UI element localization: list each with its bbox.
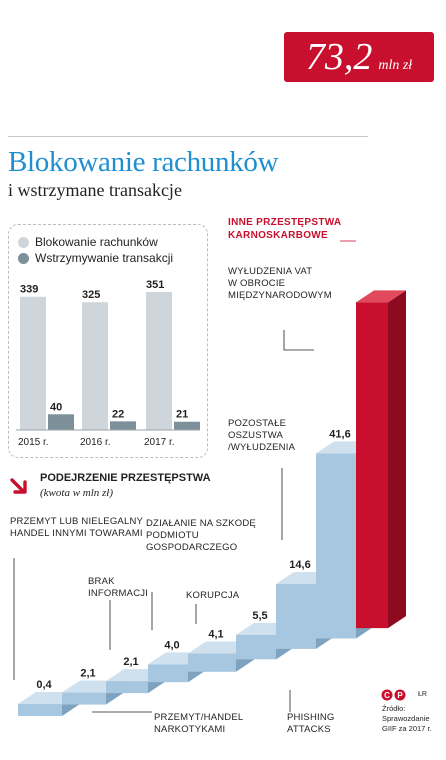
page-subtitle: i wstrzymane transakcje bbox=[8, 180, 182, 200]
bar-front-5 bbox=[236, 635, 276, 659]
category-label-1: 2016 r. bbox=[80, 437, 111, 448]
category-label-0: 2015 r. bbox=[18, 437, 49, 448]
total-value: 73,2 bbox=[305, 36, 373, 78]
value-label-0: 0,4 bbox=[36, 679, 52, 691]
author-initials: ŁR bbox=[418, 691, 427, 698]
label-corruption: KORUPCJA bbox=[186, 590, 240, 601]
source-note: Źródło: Sprawozdanie GIIF za 2017 r. bbox=[382, 704, 432, 733]
leader-line-7 bbox=[284, 330, 314, 350]
svg-text:P: P bbox=[397, 691, 403, 700]
value-label-blocking-1: 325 bbox=[82, 289, 101, 302]
value-label-blocking-0: 339 bbox=[20, 283, 39, 296]
value-label-5: 5,5 bbox=[252, 609, 268, 622]
bar-front-7 bbox=[316, 453, 356, 638]
total-value-badge bbox=[284, 32, 434, 82]
bar-front-4 bbox=[188, 654, 236, 672]
publisher-logo-icon bbox=[381, 688, 417, 702]
value-label-4: 4,1 bbox=[208, 628, 224, 641]
page-title: Blokowanie rachunków bbox=[8, 146, 279, 178]
legend-label-blocking: Blokowanie rachunków bbox=[35, 235, 158, 249]
bar-side-8 bbox=[388, 290, 406, 628]
label-phishing: PHISHING ATTACKS bbox=[287, 712, 335, 735]
bar-front-0 bbox=[18, 704, 62, 716]
label-no-info: BRAK INFORMACJI bbox=[88, 576, 149, 599]
value-label-withholding-1: 22 bbox=[112, 408, 125, 421]
label-company-harm: DZIAŁANIE NA SZKODĘ PODMIOTU GOSPODARCZEGO bbox=[146, 518, 256, 553]
label-drug-trafficking: PRZEMYT/HANDEL NARKOTYKAMI bbox=[154, 712, 244, 735]
label-vat-fraud: WYŁUDZENIA VAT W OBROCIE MIĘDZYNARODOWYM bbox=[228, 266, 332, 301]
total-unit: mln zł bbox=[378, 58, 413, 73]
svg-text:C: C bbox=[384, 691, 390, 700]
value-label-withholding-0: 40 bbox=[50, 401, 63, 414]
bar-front-3 bbox=[148, 664, 188, 682]
label-smuggling-other: PRZEMYT LUB NIELEGALNY HANDEL INNYMI TOWARAMI bbox=[10, 516, 143, 539]
bar-front-6 bbox=[276, 584, 316, 649]
value-label-2: 2,1 bbox=[123, 656, 139, 669]
suspicion-chart-subtitle: (kwota w mln zł) bbox=[40, 487, 114, 499]
value-label-7: 41,6 bbox=[329, 428, 351, 441]
value-label-1: 2,1 bbox=[80, 667, 96, 680]
category-label-2: 2017 r. bbox=[144, 437, 175, 448]
legend-label-withholding: Wstrzymywanie transakcji bbox=[35, 251, 174, 265]
value-label-3: 4,0 bbox=[164, 639, 180, 652]
bar-front-8 bbox=[356, 302, 388, 628]
bar-front-2 bbox=[106, 681, 148, 693]
label-fiscal-crimes: INNE PRZESTĘPSTWA KARNOSKARBOWE bbox=[228, 217, 342, 241]
label-other-fraud: POZOSTAŁE OSZUSTWA /WYŁUDZENIA bbox=[228, 418, 296, 453]
value-label-6: 14,6 bbox=[289, 558, 311, 571]
value-label-blocking-2: 351 bbox=[146, 279, 165, 291]
suspicion-chart-title: PODEJRZENIE PRZESTĘPSTWA bbox=[40, 472, 211, 484]
bar-front-1 bbox=[62, 693, 106, 705]
value-label-withholding-2: 21 bbox=[176, 408, 189, 421]
